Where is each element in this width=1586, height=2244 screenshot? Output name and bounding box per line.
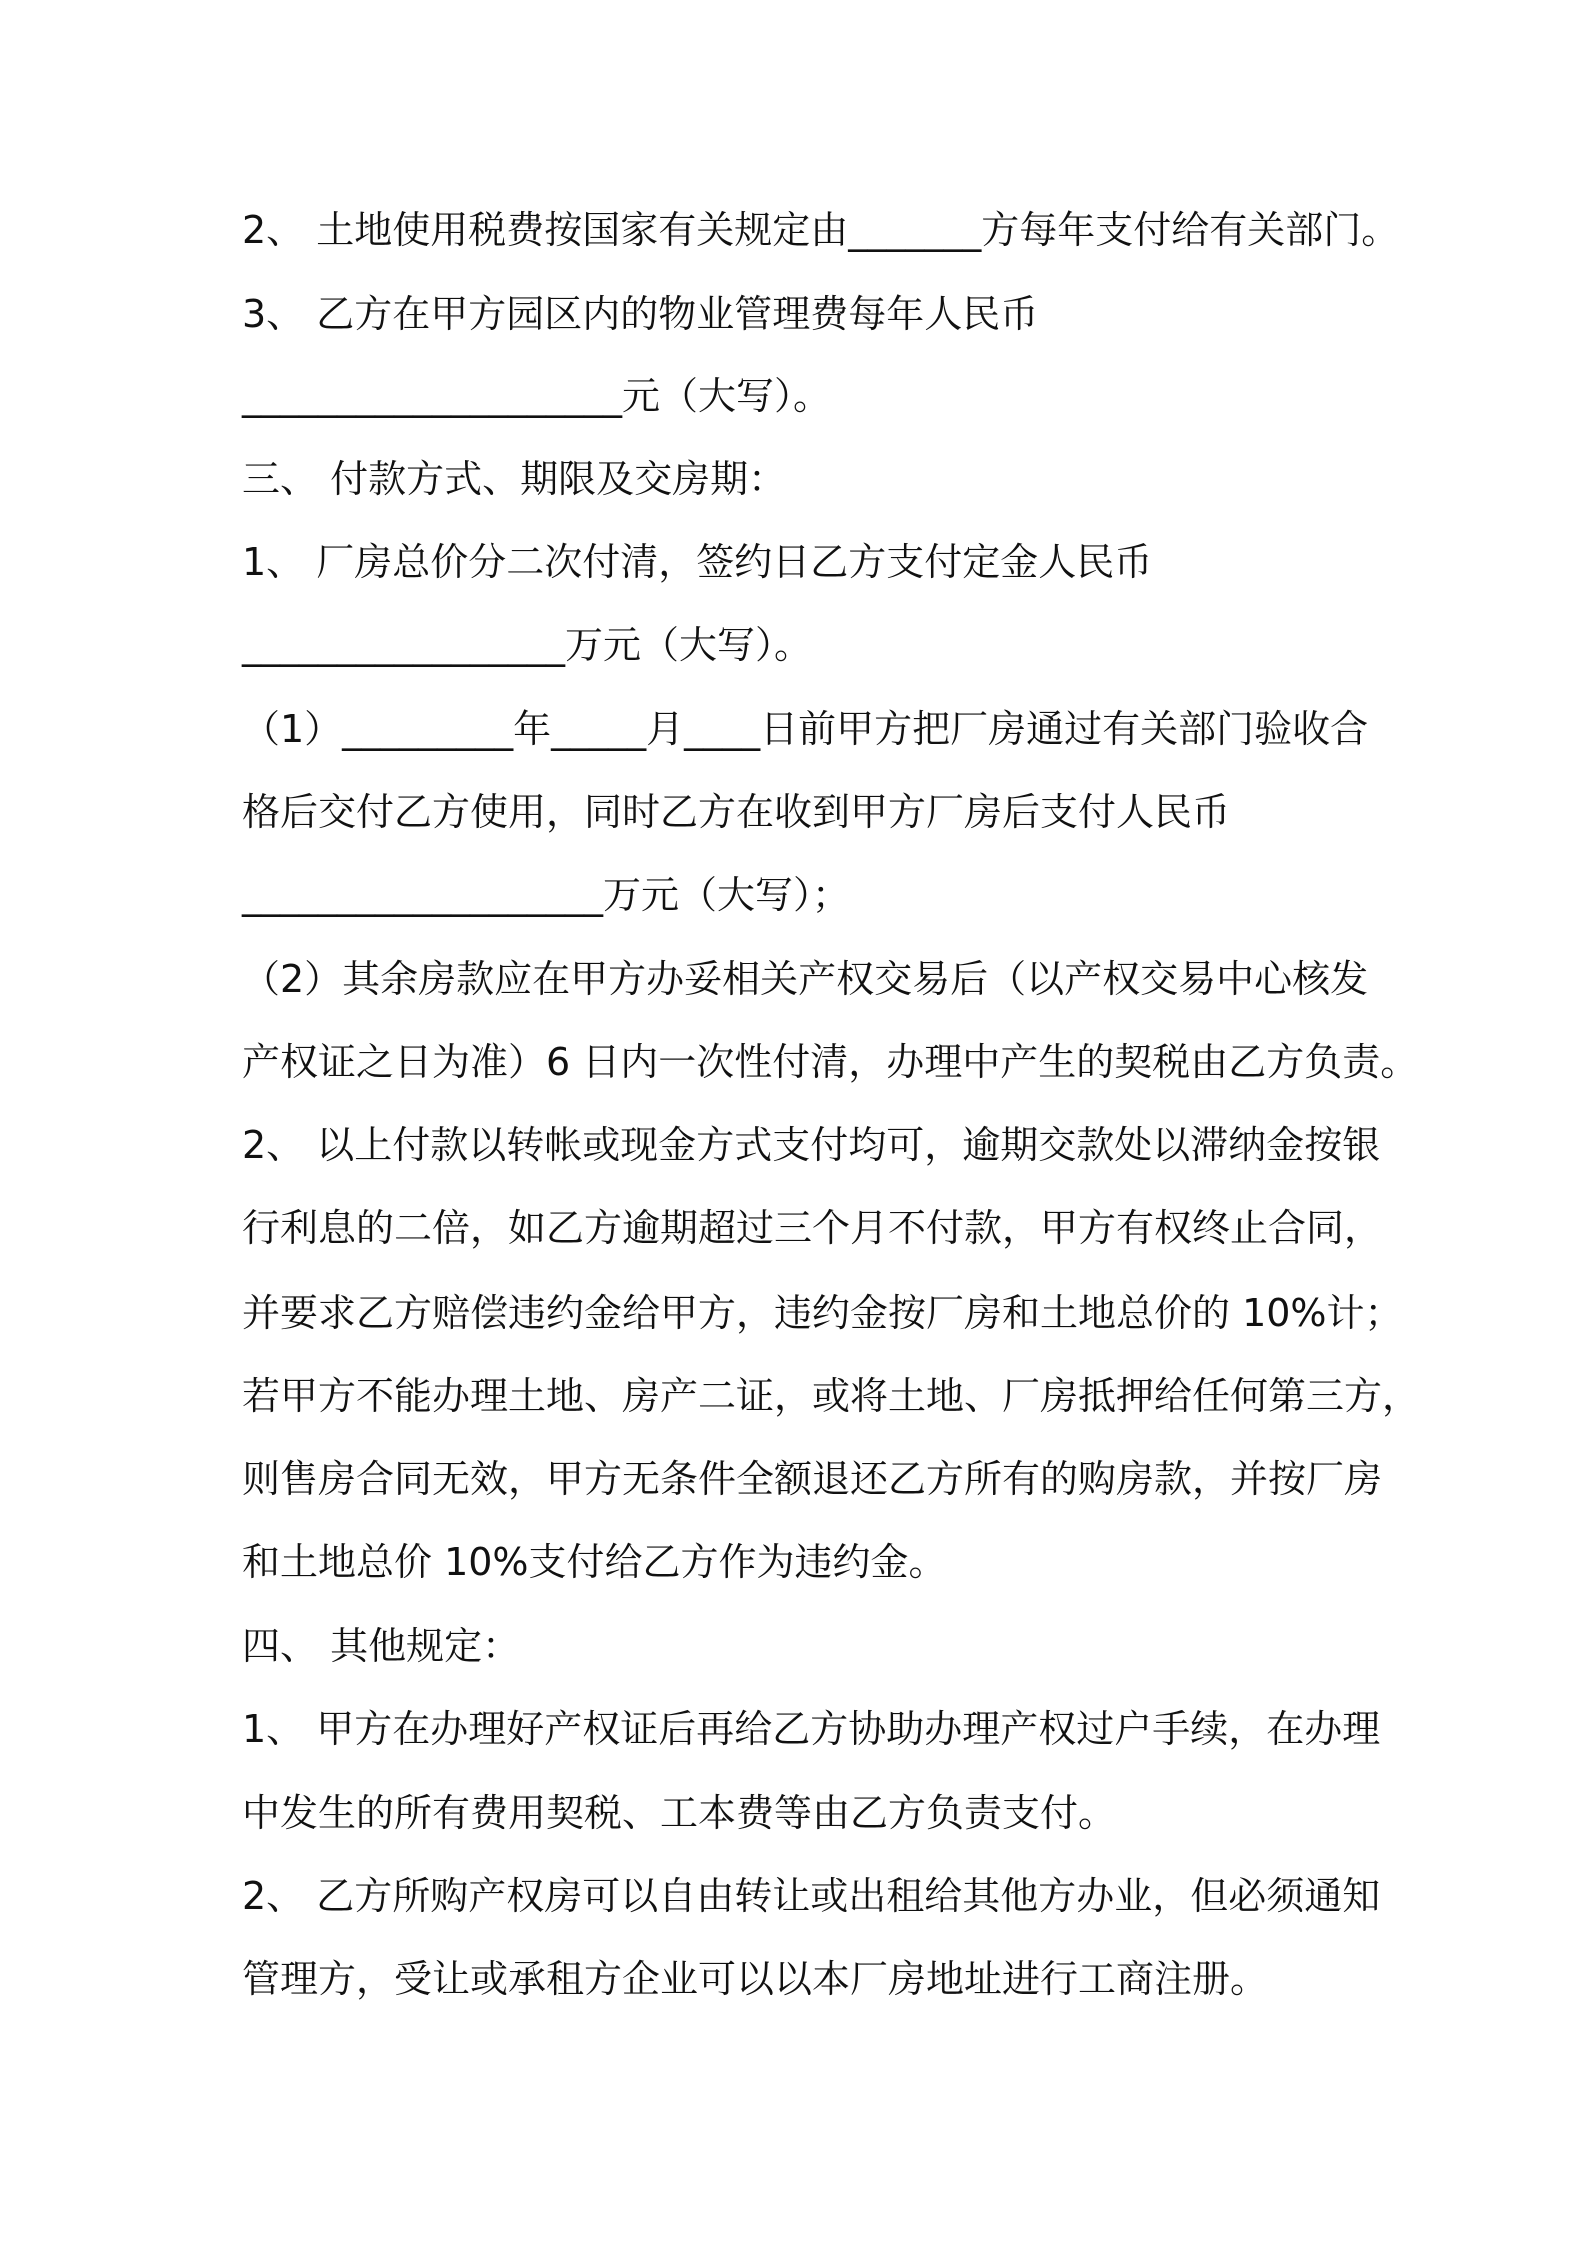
text-line: （1）_________年_____月____日前甲方把厂房通过有关部门验收合 bbox=[242, 707, 1369, 751]
text-line: 并要求乙方赔偿违约金给甲方，违约金按厂房和土地总价的 10%计； bbox=[242, 1291, 1403, 1335]
text-line: 和土地总价 10%支付给乙方作为违约金。 bbox=[242, 1540, 947, 1584]
text-line: 3、 乙方在甲方园区内的物业管理费每年人民币 bbox=[242, 292, 1039, 336]
text-line: 产权证之日为准）6 日内一次性付清，办理中产生的契税由乙方负责。 bbox=[242, 1040, 1419, 1084]
text-line: 格后交付乙方使用，同时乙方在收到甲方厂房后支付人民币 bbox=[242, 790, 1231, 834]
text-line: 2、 土地使用税费按国家有关规定由_______方每年支付给有关部门。 bbox=[242, 208, 1400, 252]
text-line: 若甲方不能办理土地、房产二证，或将土地、厂房抵押给任何第三方， bbox=[242, 1374, 1421, 1418]
section-heading: 三、 付款方式、期限及交房期： bbox=[242, 457, 787, 501]
text-line: ____________________元（大写）。 bbox=[242, 374, 832, 418]
text-line: _________________万元（大写）。 bbox=[242, 623, 813, 667]
text-line: （2）其余房款应在甲方办妥相关产权交易后（以产权交易中心核发 bbox=[242, 957, 1369, 1001]
text-line: 1、 甲方在办理好产权证后再给乙方协助办理产权过户手续，在办理 bbox=[242, 1707, 1381, 1751]
text-line: ___________________万元（大写）； bbox=[242, 873, 851, 917]
text-line: 2、 以上付款以转帐或现金方式支付均可，逾期交款处以滞纳金按银 bbox=[242, 1123, 1381, 1167]
text-line: 管理方，受让或承租方企业可以以本厂房地址进行工商注册。 bbox=[242, 1957, 1269, 2001]
text-line: 中发生的所有费用契税、工本费等由乙方负责支付。 bbox=[242, 1791, 1117, 1835]
text-line: 行利息的二倍，如乙方逾期超过三个月不付款，甲方有权终止合同， bbox=[242, 1206, 1383, 1250]
text-line: 1、 厂房总价分二次付清，签约日乙方支付定金人民币 bbox=[242, 540, 1153, 584]
section-heading: 四、 其他规定： bbox=[242, 1624, 521, 1668]
text-line: 2、 乙方所购产权房可以自由转让或出租给其他方办业，但必须通知 bbox=[242, 1874, 1381, 1918]
text-line: 则售房合同无效，甲方无条件全额退还乙方所有的购房款，并按厂房 bbox=[242, 1457, 1383, 1501]
